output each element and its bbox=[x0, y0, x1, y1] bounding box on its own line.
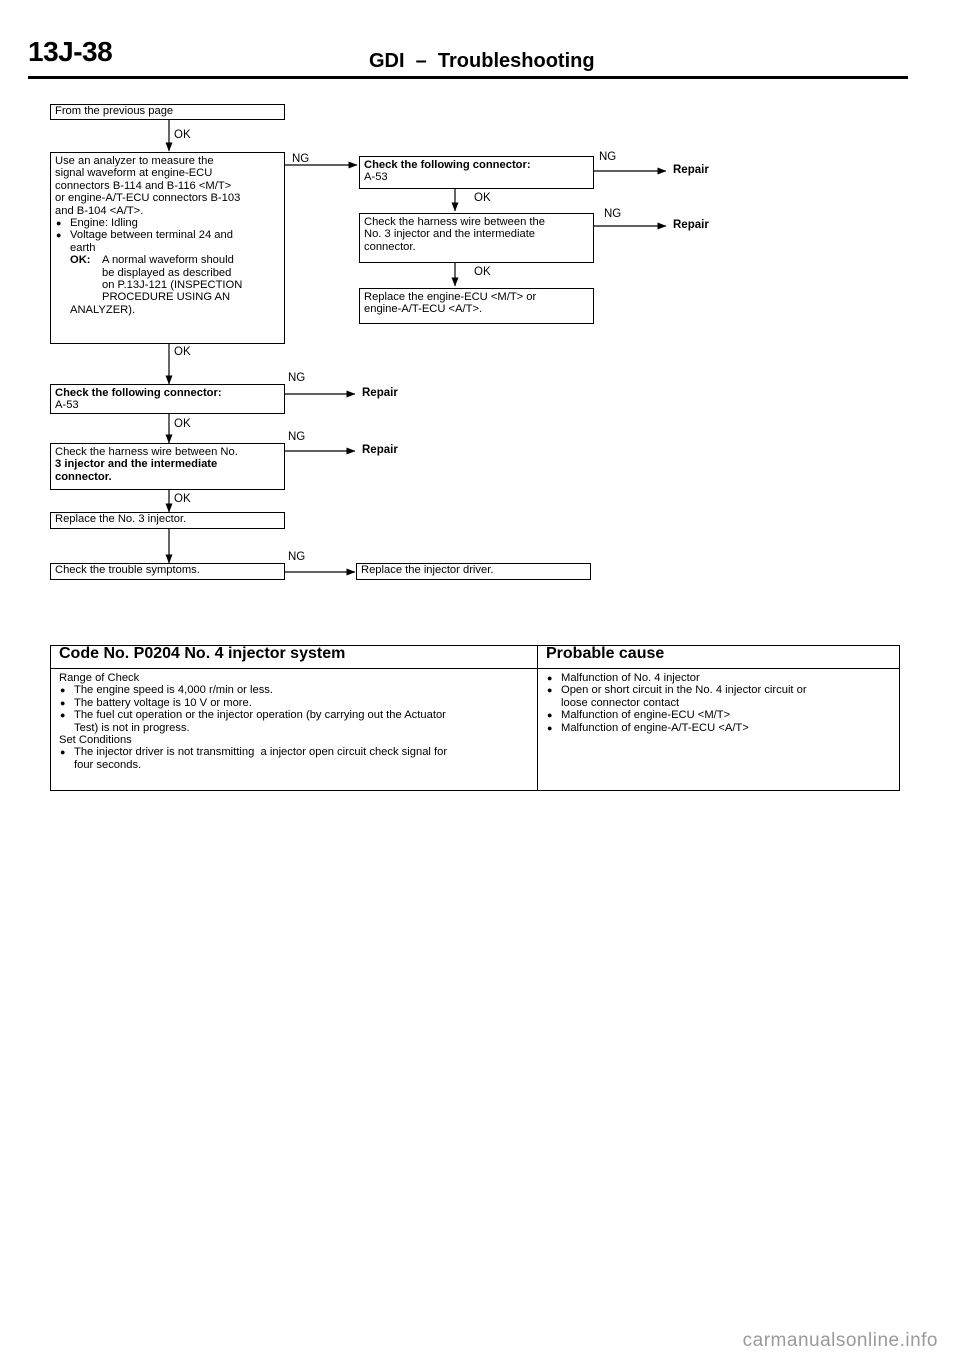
ok-label-4: OK bbox=[174, 493, 191, 505]
set-item-1: ● The injector driver is not transmitting a injector open circuit check signal for four seconds. bbox=[59, 746, 531, 771]
ng-label-left-connector: NG bbox=[288, 372, 306, 384]
box-check-symptoms bbox=[50, 563, 285, 580]
ng-label-left-harness: NG bbox=[288, 431, 306, 443]
step1-line-5: and B-104 <A/T>. bbox=[55, 204, 144, 217]
ng-label-right-harness: NG bbox=[604, 208, 622, 220]
repair-right-harness: Repair bbox=[673, 219, 709, 231]
right-harness-line-2: No. 3 injector and the intermediate bbox=[364, 228, 536, 241]
repair-left-connector: Repair bbox=[362, 387, 398, 399]
replace-ecu-line-2: engine-A/T-ECU <A/T>. bbox=[364, 303, 483, 316]
range-item-2: ● The battery voltage is 10 V or more. bbox=[59, 697, 531, 709]
box-left-check-harness bbox=[50, 443, 285, 490]
range-item-3: ● The fuel cut operation or the injector operation (by carrying out the Actuator Test) is not in progress. bbox=[59, 709, 531, 734]
step1-ok-line-1: A normal waveform should bbox=[102, 254, 234, 267]
right-connector-title: Check the following connector: bbox=[364, 159, 531, 171]
left-harness-line-3: connector. bbox=[55, 470, 112, 483]
repair-right-connector: Repair bbox=[673, 164, 709, 176]
box-measure-waveform bbox=[50, 152, 285, 344]
watermark: carmanualsonline.info bbox=[742, 1330, 938, 1351]
code-table-header-row bbox=[51, 646, 900, 669]
step1-bullet-1: ● Engine: Idling bbox=[55, 217, 280, 229]
ok-label-right-1: OK bbox=[474, 192, 491, 204]
step1-line-1: Use an analyzer to measure the bbox=[55, 155, 214, 167]
set-heading: Set Conditions bbox=[59, 734, 132, 747]
left-harness-line-1: Check the harness wire between No. bbox=[55, 446, 238, 458]
ok-label-3: OK bbox=[174, 418, 191, 430]
range-item-1: ● The engine speed is 4,000 r/min or less. bbox=[59, 684, 531, 696]
page-number: 13J-38 bbox=[28, 36, 113, 67]
code-title: Code No. P0204 No. 4 injector system bbox=[51, 646, 538, 669]
ng-label-step1: NG bbox=[292, 153, 310, 165]
box-replace-driver bbox=[356, 563, 591, 580]
box-right-check-connector bbox=[359, 156, 594, 189]
right-connector-sub: A-53 bbox=[364, 171, 388, 184]
step1-ok-line-5: ANALYZER). bbox=[70, 303, 136, 316]
check-symptoms-text: Check the trouble symptoms. bbox=[55, 564, 200, 576]
probable-cause-title: Probable cause bbox=[538, 646, 900, 669]
ok-label-1: OK bbox=[174, 129, 191, 141]
ng-label-symptoms: NG bbox=[288, 551, 306, 563]
box-replace-ecu bbox=[359, 288, 594, 324]
step1-line-4: or engine-A/T-ECU connectors B-103 bbox=[55, 192, 241, 205]
cause-item-4: ● Malfunction of engine-A/T-ECU <A/T> bbox=[546, 722, 893, 734]
step1-ok-line-2: be displayed as described bbox=[102, 266, 232, 279]
box-left-check-connector bbox=[50, 384, 285, 414]
right-harness-line-3: connector. bbox=[364, 240, 416, 253]
left-connector-title: Check the following connector: bbox=[55, 387, 222, 399]
ok-label-right-2: OK bbox=[474, 266, 491, 278]
left-harness-line-2: 3 injector and the intermediate bbox=[55, 458, 218, 471]
box-from-previous-page-text: From the previous page bbox=[55, 105, 174, 117]
ok-label-2: OK bbox=[174, 346, 191, 358]
right-harness-line-1: Check the harness wire between the bbox=[364, 216, 545, 228]
box-from-previous-page bbox=[50, 104, 285, 120]
step1-bullet-2: ● Voltage between terminal 24 and earth bbox=[55, 229, 260, 254]
step1-ok-line-4: PROCEDURE USING AN bbox=[102, 291, 231, 304]
left-connector-sub: A-53 bbox=[55, 399, 79, 412]
replace-driver-text: Replace the injector driver. bbox=[361, 564, 494, 576]
box-replace-injector bbox=[50, 512, 285, 529]
range-heading: Range of Check bbox=[59, 672, 140, 684]
ng-label-right-connector: NG bbox=[599, 151, 617, 163]
cause-cell bbox=[538, 669, 900, 791]
code-table-body-row bbox=[51, 669, 900, 791]
cause-item-3: ● Malfunction of engine-ECU <M/T> bbox=[546, 709, 893, 721]
step1-ok-block bbox=[55, 254, 280, 316]
page-title: GDI – Troubleshooting bbox=[369, 50, 595, 72]
replace-injector-text: Replace the No. 3 injector. bbox=[55, 513, 187, 525]
replace-ecu-line-1: Replace the engine-ECU <M/T> or bbox=[364, 291, 537, 303]
step1-ok-line-3: on P.13J-121 (INSPECTION bbox=[102, 279, 243, 292]
range-cell bbox=[51, 669, 538, 791]
box-right-check-harness bbox=[359, 213, 594, 263]
step1-line-3: connectors B-114 and B-116 <M/T> bbox=[55, 179, 232, 192]
code-table bbox=[50, 645, 900, 791]
step1-ok-label: OK: bbox=[70, 254, 91, 267]
repair-left-harness: Repair bbox=[362, 444, 398, 456]
cause-item-1: ● Malfunction of No. 4 injector bbox=[546, 672, 893, 684]
step1-line-2: signal waveform at engine-ECU bbox=[55, 167, 213, 180]
cause-item-2: ● Open or short circuit in the No. 4 injector circuit or loose connector contact bbox=[546, 684, 893, 709]
